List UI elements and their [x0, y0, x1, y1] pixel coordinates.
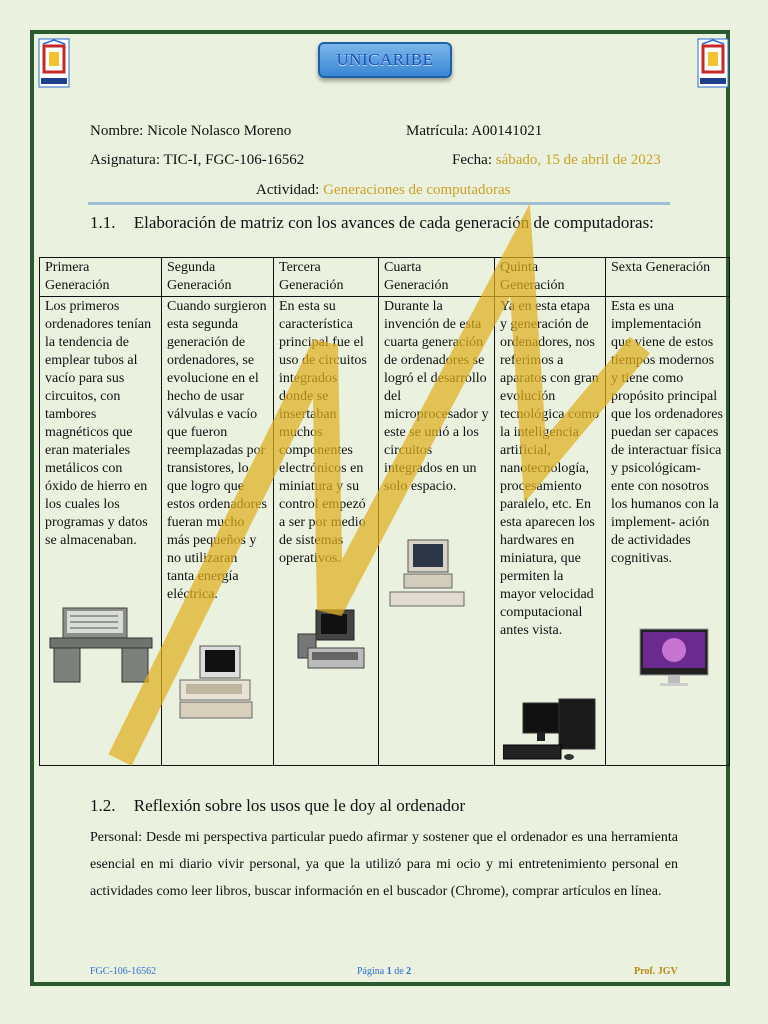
- header-generation-4: Cuarta Generación: [379, 258, 495, 297]
- fifth-gen-computer-image: [503, 697, 597, 763]
- matrix-body-row: [40, 297, 730, 766]
- name-value: Nicole Nolasco Moreno: [147, 123, 292, 139]
- brand-title: UNICARIBE: [318, 42, 452, 78]
- asignatura-line: [90, 152, 304, 169]
- section-1-title: Elaboración de matriz con los avances de cada generación de computadoras:: [133, 213, 654, 232]
- asignatura-label: Asignatura:: [90, 152, 160, 168]
- actividad-label: Actividad:: [256, 182, 320, 198]
- generations-matrix: [39, 257, 730, 766]
- cell-text-5: Ya en esta etapa y generación de ordenadores, nos referimos a aparatos con gran evolución tecnológica como la inteligencia artificial, nanotecnología, procesamiento paralelo, etc. En esta aparecen los hardwares en miniatura, que permiten la mayor velocidad computacional antes vista.: [500, 299, 600, 638]
- actividad-line: [256, 182, 511, 199]
- footer-course-code: FGC-106-16562: [90, 966, 157, 977]
- fecha-label: Fecha:: [452, 152, 492, 168]
- third-gen-computer-image: [294, 608, 374, 672]
- cell-text-3: En esta su característica principal fue el uso de circuitos integrados donde se insertaban muchos componentes electrónicos en miniatura y su control empezó a ser por medio de sistemas operativos.: [279, 299, 367, 566]
- matricula-value: A00141021: [471, 123, 543, 139]
- unicaribe-logo-right: [697, 38, 729, 88]
- cell-text-1: Los primeros ordenadores tenían la tendencia de emplear tubos al vacío para sus circuitos, con tambores magnéticos que eran materiales metálicos con óxido de hierro en los cuales los programas y datos se almacenaban.: [45, 299, 152, 548]
- actividad-value: Generaciones de computadoras: [323, 182, 511, 198]
- section-2-heading: [90, 796, 465, 816]
- cell-generation-6: [606, 297, 730, 766]
- section-2-number: 1.2.: [90, 796, 116, 815]
- footer-page-number: [357, 966, 411, 977]
- fecha-value: sábado, 15 de abril de 2023: [495, 152, 661, 168]
- header-generation-1: Primera Generación: [40, 258, 162, 297]
- matricula-line: [406, 123, 542, 140]
- name-line: [90, 123, 291, 140]
- cell-text-2: Cuando surgieron esta segunda generación de ordenadores, se evolucione en el hecho de usar válvulas e vacío que fueron reemplazadas por transistores, lo que logro que estos ordenadores fueran mucho más pequeños y no utilizaran tanta energía eléctrica.: [167, 299, 267, 602]
- footer-page-word: Página: [357, 966, 385, 977]
- sixth-gen-computer-image: [638, 627, 710, 687]
- section-1-number: 1.1.: [90, 213, 116, 232]
- cell-generation-4: [379, 297, 495, 766]
- matricula-label: Matrícula:: [406, 123, 469, 139]
- asignatura-value: TIC-I, FGC-106-16562: [163, 152, 305, 168]
- section-2-title: Reflexión sobre los usos que le doy al ordenador: [133, 796, 466, 815]
- header-generation-5: Quinta Generación: [495, 258, 606, 297]
- header-divider: [88, 202, 670, 205]
- matrix-header-row: [40, 258, 730, 297]
- section-1-heading: [90, 213, 654, 233]
- cell-text-4: Durante la invención de esta cuarta generación de ordenadores se logró el desarrollo del microprocesador y este se unió a los circuitos integrados en un solo espacio.: [384, 299, 489, 494]
- cell-generation-1: [40, 297, 162, 766]
- footer-page-current: 1: [386, 966, 392, 977]
- header-generation-2: Segunda Generación: [162, 258, 274, 297]
- name-label: Nombre:: [90, 123, 144, 139]
- header-generation-6: Sexta Generación: [606, 258, 730, 297]
- reflection-paragraph: Personal: Desde mi perspectiva particular puedo afirmar y sostener que el ordenador es una herramienta esencial en mi diario vivir personal, ya que la utilizó para mi ocio y mi entretenimiento personal en actividades como leer libros, buscar información en el buscador (Chrome), comprar artículos en línea.: [90, 830, 678, 899]
- header-generation-3: Tercera Generación: [274, 258, 379, 297]
- first-gen-computer-image: [48, 606, 154, 686]
- cell-text-6: Esta es una implementación que viene de estos tiempos modernos y tiene como propósito principal que los ordenadores puedan ser capaces de interactuar física y psicológicam- ente con nosotros los humanos con la implement- ación de actividades cognitivas.: [611, 299, 723, 566]
- cell-generation-3: [274, 297, 379, 766]
- footer-page-total: 2: [406, 966, 412, 977]
- fourth-gen-computer-image: [388, 538, 466, 610]
- unicaribe-logo-left: [38, 38, 70, 88]
- footer-page-sep: de: [394, 966, 404, 977]
- cell-generation-5: [495, 297, 606, 766]
- fecha-line: [452, 152, 661, 169]
- footer-author: Prof. JGV: [634, 966, 678, 977]
- second-gen-computer-image: [176, 644, 254, 720]
